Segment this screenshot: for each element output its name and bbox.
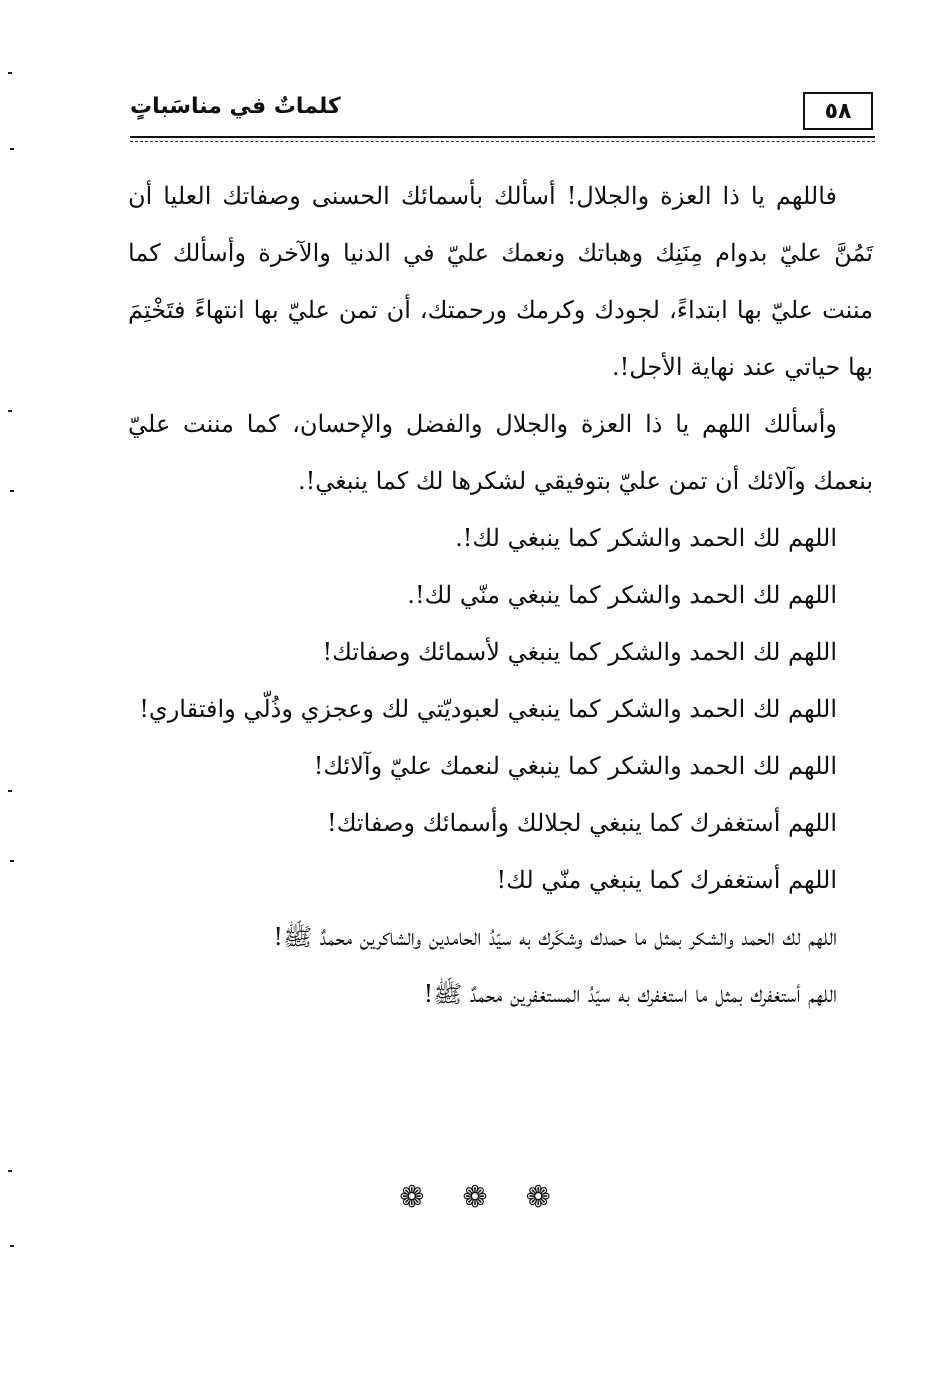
paragraph-1: فاللهم يا ذا العزة والجلال! أسألك بأسمائك الحسنى وصفاتك العليا أن تَمُنَّ عليّ بدوام مِنَنِك وهباتك ونعمك عليّ في الدنيا والآخرة وأسألك كما مننت عليّ بها ابتداءً، لجودك وكرمك ورحمتك، أن تمن عليّ بها انتهاءً فتَخْتِمَ بها حياتي عند نهاية الأجل!. bbox=[128, 182, 873, 381]
paragraph-7: اللهم لك الحمد والشكر كما ينبغي لنعمك عليّ وآلائك! bbox=[313, 752, 837, 780]
page-body bbox=[128, 168, 873, 1023]
section-divider bbox=[0, 1180, 950, 1215]
running-title: كلماتٌ في مناسَباتٍ bbox=[130, 94, 341, 119]
flower-ornament-icon: ❁ bbox=[399, 1180, 425, 1215]
paragraph-10: اللهم لك الحمد والشكر بمثل ما حمدك وشكَرك به سيّدُ الحامدين والشاكرين محمدٌ ﷺ! bbox=[273, 923, 837, 951]
page-number: ٥٨ bbox=[803, 92, 873, 130]
paragraph-3: اللهم لك الحمد والشكر كما ينبغي لك!. bbox=[455, 524, 837, 552]
paragraph-6: اللهم لك الحمد والشكر كما ينبغي لعبوديّتي لك وعجزي وذُلّي وافتقاري! bbox=[139, 695, 837, 723]
scan-margin-mark bbox=[8, 1170, 12, 1172]
paragraph-8: اللهم أستغفرك كما ينبغي لجلالك وأسمائك وصفاتك! bbox=[327, 809, 837, 837]
flower-ornament-icon: ❁ bbox=[525, 1180, 551, 1215]
scan-margin-mark bbox=[8, 410, 12, 412]
scan-margin-mark bbox=[8, 790, 12, 792]
scan-margin-mark bbox=[8, 72, 12, 74]
paragraph-4: اللهم لك الحمد والشكر كما ينبغي منّي لك!. bbox=[407, 581, 837, 609]
paragraph-2: وأسألك اللهم يا ذا العزة والجلال والفضل والإحسان، كما مننت عليّ بنعمك وآلائك أن تمن عليّ بتوفيقي لشكرها لك كما ينبغي!. bbox=[128, 410, 873, 495]
scan-margin-mark bbox=[10, 860, 14, 862]
flower-ornament-icon: ❁ bbox=[462, 1180, 488, 1215]
page-header bbox=[130, 92, 875, 134]
scan-margin-mark bbox=[10, 490, 14, 492]
header-rule bbox=[130, 136, 875, 142]
scan-margin-mark bbox=[10, 148, 14, 150]
paragraph-11: اللهم أستغفرك بمثل ما استغفرك به سيّدُ المستغفرين محمدٌ ﷺ! bbox=[423, 980, 837, 1008]
scan-margin-mark bbox=[10, 1245, 14, 1247]
paragraph-9: اللهم أستغفرك كما ينبغي منّي لك! bbox=[496, 866, 837, 894]
paragraph-5: اللهم لك الحمد والشكر كما ينبغي لأسمائك وصفاتك! bbox=[322, 638, 837, 666]
